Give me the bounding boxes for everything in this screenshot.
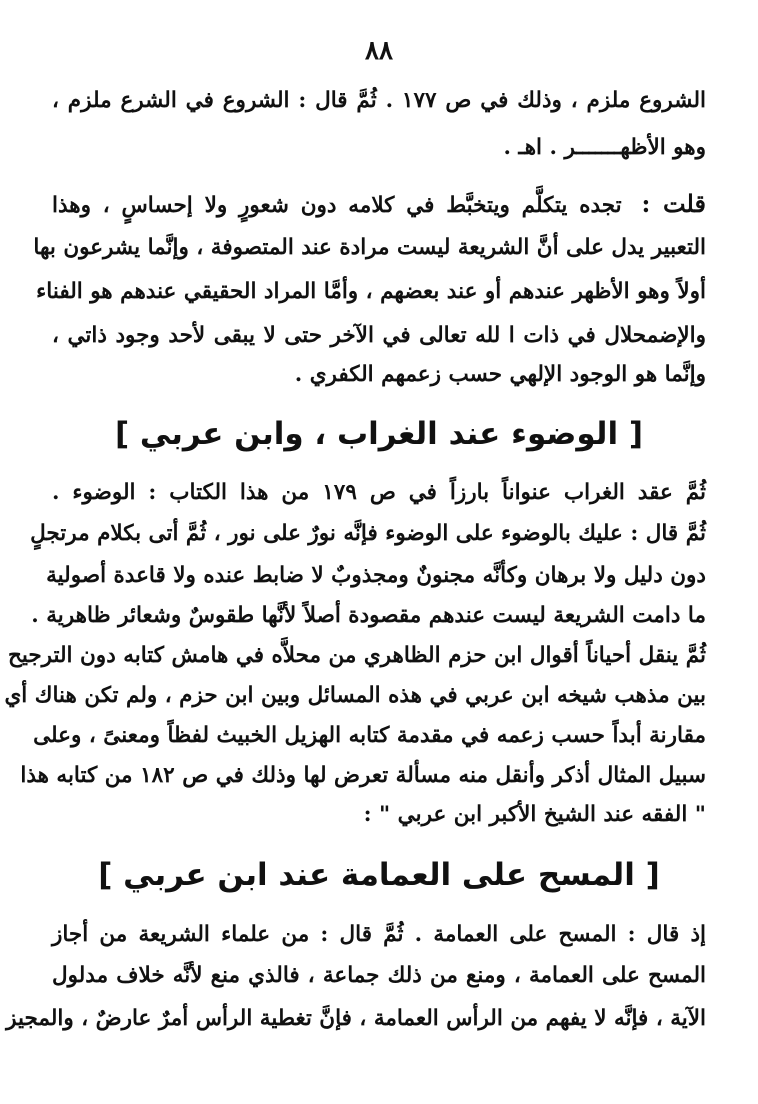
paragraph-2-line-4: والإضمحلال في ذات ا لله تعالى في الآخر حتى لا يبقى لأحد وجود ذاتي ، bbox=[52, 323, 706, 348]
paragraph-3-line-4: ما دامت الشريعة ليست عندهم مقصودة أصلاً لأنَّها طقوسٌ وشعائر ظاهرية . bbox=[31, 603, 706, 628]
paragraph-2-line-3: أولاً وهو الأظهر عندهم أو عند بعضهم ، وأمَّا المراد الحقيقي عندهم هو الفناء bbox=[36, 279, 706, 304]
section-heading-mash-turban: [ المسح على العمامة عند ابن عربي ] bbox=[98, 857, 660, 893]
paragraph-3-line-7: مقارنة أبداً حسب زعمه في مقدمة كتابه الهزيل الخبيث لفظاً ومعنىً ، وعلى bbox=[33, 723, 706, 748]
paragraph-4-line-3: الآية ، فإنَّه لا يفهم من الرأس العمامة ، فإنَّ تغطية الرأس أمرٌ عارضٌ ، والمجيز bbox=[6, 1006, 706, 1031]
paragraph-1-line-1: الشروع ملزم ، وذلك في ص ١٧٧ . ثُمَّ قال : الشروع في الشرع ملزم ، bbox=[52, 88, 706, 113]
paragraph-3-line-2: ثُمَّ قال : عليك بالوضوء على الوضوء فإنَّه نورٌ على نور ، ثُمَّ أتى بكلام مرتجلٍ bbox=[30, 521, 706, 546]
paragraph-3-line-9: " الفقه عند الشيخ الأكبر ابن عربي " : bbox=[363, 802, 706, 827]
paragraph-3-line-5: ثُمَّ ينقل أحياناً أقوال ابن حزم الظاهري من محلاَّه في هامش كتابه دون الترجيح bbox=[8, 643, 706, 668]
paragraph-2-line-2: التعبير يدل على أنَّ الشريعة ليست مرادة عند المتصوفة ، وإنَّما يشرعون بها bbox=[33, 235, 706, 260]
paragraph-3-line-8: سبيل المثال أذكر وأنقل منه مسألة تعرض لها وذلك في ص ١٨٢ من كتابه هذا bbox=[20, 763, 706, 788]
section-heading-wudu: [ الوضوء عند الغراب ، وابن عربي ] bbox=[114, 416, 644, 452]
paragraph-1-line-2: وهو الأظهـــــــر . اهـ . bbox=[503, 135, 706, 160]
paragraph-2-lead: قلت : bbox=[641, 189, 706, 218]
paragraph-3-line-3: دون دليل ولا برهان وكأنَّه مجنونٌ ومجذوبٌ لا ضابط عنده ولا قاعدة أصولية bbox=[46, 563, 706, 588]
paragraph-2-line-1 bbox=[52, 189, 706, 221]
paragraph-4-line-2: المسح على العمامة ، ومنع من ذلك جماعة ، فالذي منع لأنَّه خلاف مدلول bbox=[52, 963, 706, 988]
paragraph-2-line-1-text: تجده يتكلَّم ويتخبَّط في كلامه دون شعورٍ ولا إحساسٍ ، وهذا bbox=[52, 193, 622, 218]
paragraph-2-line-5: وإنَّما هو الوجود الإلهي حسب زعمهم الكفري . bbox=[294, 362, 706, 387]
page-number: ٨٨ bbox=[365, 36, 393, 66]
paragraph-3-line-6: بين مذهب شيخه ابن عربي في هذه المسائل وبين ابن حزم ، ولم تكن هناك أي bbox=[4, 683, 706, 708]
paragraph-4-line-1: إذ قال : المسح على العمامة . ثُمَّ قال : من علماء الشريعة من أجاز bbox=[52, 922, 706, 947]
paragraph-3-line-1: ثُمَّ عقد الغراب عنواناً بارزاً في ص ١٧٩ من هذا الكتاب : الوضوء . bbox=[52, 480, 707, 505]
